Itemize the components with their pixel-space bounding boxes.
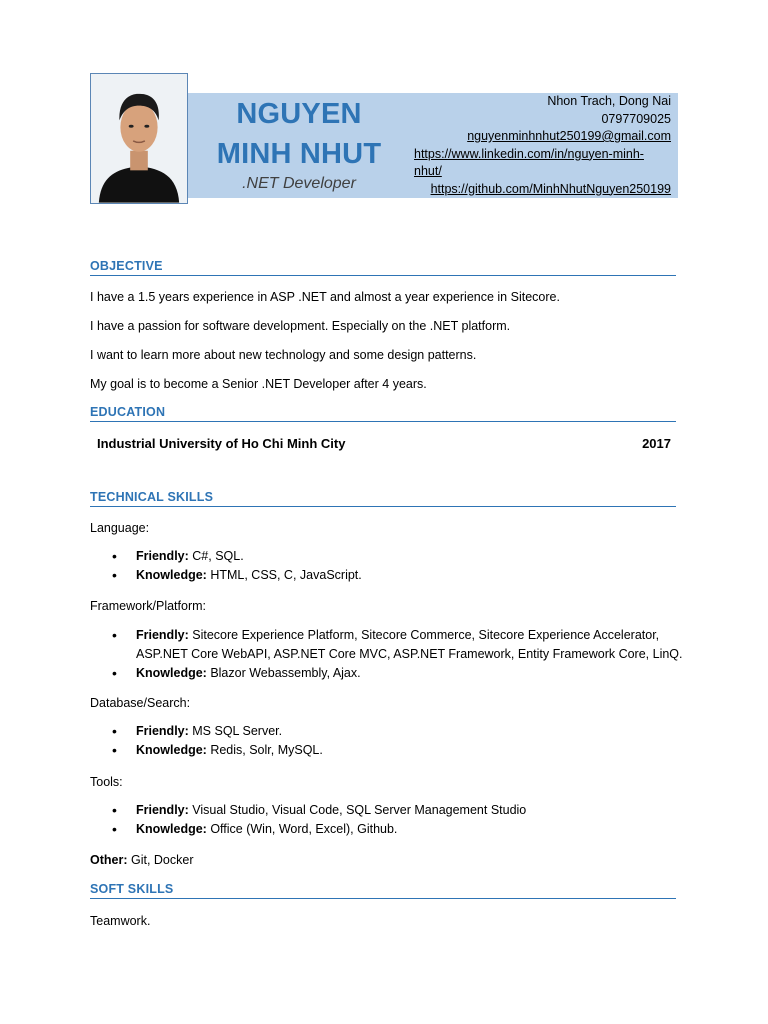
- graduation-year: 2017: [642, 436, 671, 451]
- list-item: • Friendly: Visual Studio, Visual Code, SQL Server Management Studio: [112, 801, 526, 820]
- tools-list: [112, 801, 526, 839]
- email-link[interactable]: nguyenminhnhut250199@gmail.com: [467, 129, 671, 143]
- name-first: NGUYEN: [236, 98, 362, 130]
- objective-line: I have a passion for software development. Especially on the .NET platform.: [90, 319, 511, 333]
- framework-label: Framework/Platform:: [90, 599, 206, 613]
- language-list: [112, 547, 362, 585]
- objective-heading: OBJECTIVE: [90, 259, 676, 276]
- phone: 0797709025: [601, 111, 671, 126]
- profile-photo: [90, 73, 188, 204]
- contact-info: [401, 93, 671, 198]
- school-name: Industrial University of Ho Chi Minh City: [97, 436, 346, 451]
- job-title: .NET Developer: [242, 175, 356, 192]
- soft-skill-text: Teamwork.: [90, 914, 151, 928]
- technical-skills-heading: TECHNICAL SKILLS: [90, 490, 676, 507]
- education-heading: EDUCATION: [90, 405, 676, 422]
- github-link[interactable]: https://github.com/MinhNhutNguyen250199: [430, 181, 671, 196]
- list-item: • Knowledge: Blazor Webassembly, Ajax.: [112, 664, 683, 683]
- objective-line: I want to learn more about new technology and some design patterns.: [90, 348, 477, 362]
- tools-label: Tools:: [90, 775, 123, 789]
- database-list: [112, 722, 323, 760]
- objective-line: I have a 1.5 years experience in ASP .NET and almost a year experience in Sitecore.: [90, 290, 560, 304]
- list-item: • Knowledge: Redis, Solr, MySQL.: [112, 741, 323, 760]
- objective-line: My goal is to become a Senior .NET Developer after 4 years.: [90, 377, 427, 391]
- list-item: • Knowledge: Office (Win, Word, Excel), Github.: [112, 820, 526, 839]
- other-skills: Other: Git, Docker: [90, 853, 194, 867]
- list-item: • Friendly: C#, SQL.: [112, 547, 362, 566]
- framework-list: [112, 626, 683, 683]
- linkedin-link[interactable]: https://www.linkedin.com/in/nguyen-minh-nhut/: [414, 146, 644, 178]
- name-block: [199, 94, 399, 193]
- list-item: • Friendly: Sitecore Experience Platform, Sitecore Commerce, Sitecore Experience Accelerator, ASP.NET Core WebAPI, ASP.NET Core MVC, ASP.NET Framework, Entity Framework Core, LinQ.: [112, 626, 683, 664]
- education-row: [97, 436, 671, 451]
- list-item: • Friendly: MS SQL Server.: [112, 722, 323, 741]
- list-item: • Knowledge: HTML, CSS, C, JavaScript.: [112, 566, 362, 585]
- soft-skills-heading: SOFT SKILLS: [90, 882, 676, 899]
- language-label: Language:: [90, 521, 150, 535]
- address: Nhon Trach, Dong Nai: [547, 94, 671, 108]
- name-last: MINH NHUT: [216, 138, 382, 170]
- database-label: Database/Search:: [90, 696, 191, 710]
